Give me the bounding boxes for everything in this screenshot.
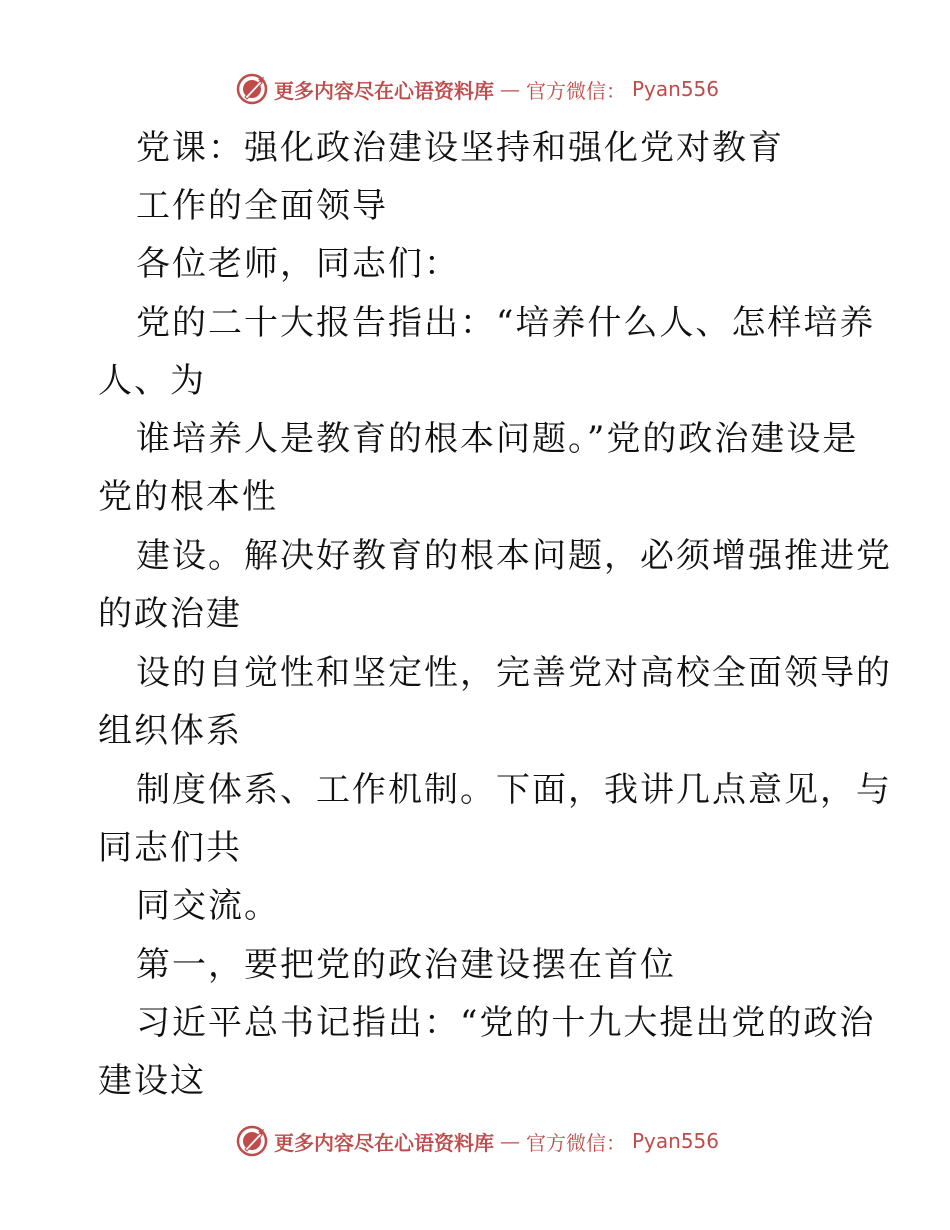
paragraph-line: 党的根本性 [98, 477, 278, 517]
watermark-label: 官方微信： [526, 78, 626, 103]
watermark-slogan: 更多内容尽在心语资料库 [274, 78, 494, 103]
salutation: 各位老师，同志们： [136, 244, 460, 284]
paragraph-line: 组织体系 [98, 711, 242, 751]
paragraph-line: 谁培养人是教育的根本问题。”党的政治建设是 [136, 419, 859, 459]
watermark-label: 官方微信： [526, 1130, 626, 1155]
paragraph-line: 建设这 [98, 1061, 206, 1101]
paragraph-line: 建设。解决好教育的根本问题，必须增强推进党 [136, 536, 892, 576]
paragraph-line: 同交流。 [136, 886, 280, 926]
header-watermark [236, 72, 719, 106]
paragraph-line: 同志们共 [98, 828, 242, 868]
watermark-id: Pyan556 [632, 1129, 720, 1153]
paragraph-line: 的政治建 [98, 594, 242, 634]
doc-title-line-1: 党课：强化政治建设坚持和强化党对教育 [136, 128, 784, 168]
quill-seal-icon [236, 1125, 268, 1157]
watermark-dash: — [500, 77, 520, 101]
paragraph-line: 设的自觉性和坚定性，完善党对高校全面领导的 [136, 653, 892, 693]
section-heading: 第一，要把党的政治建设摆在首位 [136, 945, 676, 985]
watermark-id: Pyan556 [632, 77, 720, 101]
paragraph-line: 习近平总书记指出：“党的十九大提出党的政治 [136, 1003, 876, 1043]
paragraph-line: 党的二十大报告指出：“培养什么人、怎样培养 [136, 303, 876, 343]
footer-watermark [236, 1124, 719, 1158]
paragraph-line: 制度体系、工作机制。下面，我讲几点意见，与 [136, 770, 892, 810]
watermark-slogan: 更多内容尽在心语资料库 [274, 1130, 494, 1155]
paragraph-line: 人、为 [98, 361, 206, 401]
watermark-dash: — [500, 1129, 520, 1153]
quill-seal-icon [236, 73, 268, 105]
doc-title-line-2: 工作的全面领导 [136, 186, 388, 226]
